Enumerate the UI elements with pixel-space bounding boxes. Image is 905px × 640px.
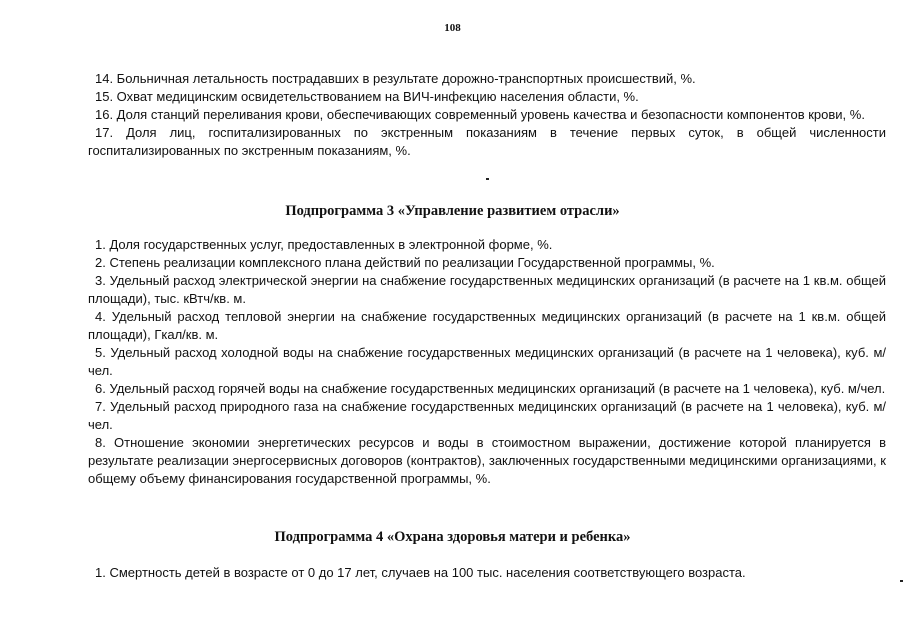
- indicator-item: 16. Доля станций переливания крови, обеспечивающих современный уровень качества и безопасности компонентов крови, %.: [95, 107, 865, 122]
- indicator-item: 4. Удельный расход тепловой энергии на снабжение государственных медицинских организаций (в расчете на 1 кв.м. общей площади), Гкал/кв. м.: [88, 309, 886, 342]
- subprogram-3-title: Подпрограмма 3 «Управление развитием отрасли»: [285, 203, 620, 219]
- subprogram-4-title: Подпрограмма 4 «Охрана здоровья матери и ребенка»: [274, 529, 631, 545]
- indicator-item: 15. Охват медицинским освидетельствованием на ВИЧ-инфекцию населения области, %.: [95, 89, 639, 104]
- indicator-item: 2. Степень реализации комплексного плана действий по реализации Государственной программы, %.: [95, 255, 715, 270]
- indicator-item: 7. Удельный расход природного газа на снабжение государственных медицинских организаций (в расчете на 1 человека), куб. м/чел.: [88, 399, 886, 432]
- indicator-item: 1. Доля государственных услуг, предоставленных в электронной форме, %.: [95, 237, 553, 252]
- indicator-item: 6. Удельный расход горячей воды на снабжение государственных медицинских организаций (в расчете на 1 человека), куб. м/чел.: [95, 381, 886, 396]
- indicator-item: 5. Удельный расход холодной воды на снабжение государственных медицинских организаций (в расчете на 1 человека), куб. м/чел.: [88, 345, 886, 378]
- indicator-item: 3. Удельный расход электрической энергии на снабжение государственных медицинских организаций (в расчете на 1 кв.м. общей площади), тыс. кВтч/кв. м.: [88, 273, 886, 306]
- indicator-item: 8. Отношение экономии энергетических ресурсов и воды в стоимостном выражении, достижение которой планируется в результате реализации энергосервисных договоров (контрактов), заключенных государственными медицинскими организациями, к общему объему финансирования государственной программы, %.: [88, 435, 886, 486]
- page-number: 108: [444, 22, 461, 34]
- scan-artifact: [900, 580, 903, 582]
- indicator-list-subprogram-4: [88, 564, 886, 582]
- scan-artifact: [486, 178, 489, 180]
- indicator-list-subprogram-3: [88, 236, 886, 488]
- indicator-item: 17. Доля лиц, госпитализированных по экстренным показаниям в течение первых суток, в общей численности госпитализированных по экстренным показаниям, %.: [88, 125, 886, 158]
- indicator-item: 1. Смертность детей в возрасте от 0 до 17 лет, случаев на 100 тыс. населения соответствующего возраста.: [95, 565, 746, 580]
- indicator-item: 14. Больничная летальность пострадавших в результате дорожно-транспортных происшествий, %.: [95, 71, 696, 86]
- indicator-list-top: [88, 70, 886, 160]
